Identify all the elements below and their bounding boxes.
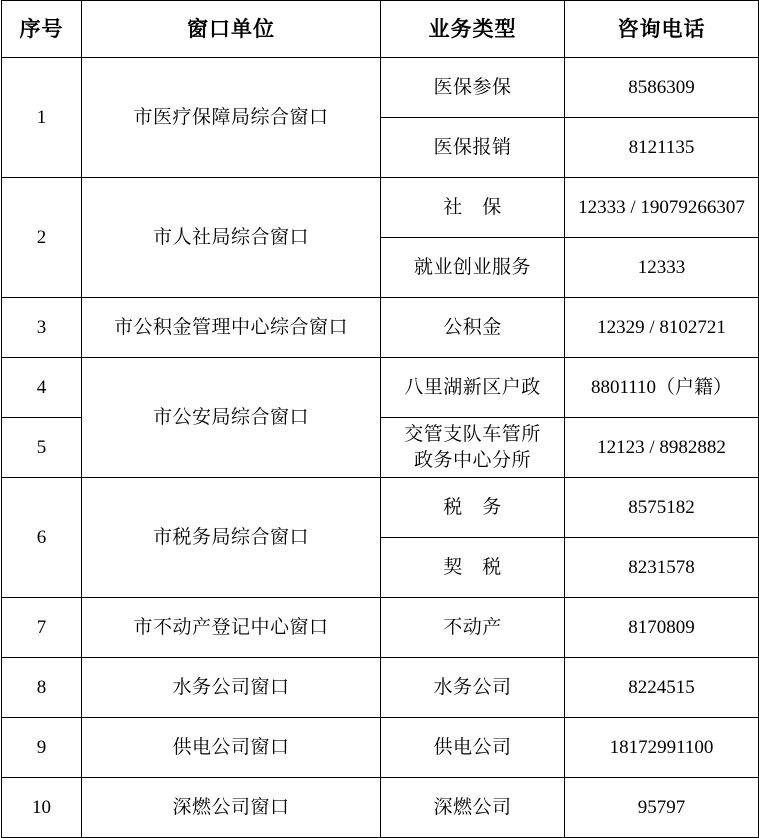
table-body: [2, 58, 759, 838]
cell-business-type: 供电公司: [381, 718, 565, 778]
cell-phone: 95797: [565, 778, 759, 838]
table-row: [2, 598, 759, 658]
cell-business-type: 就业创业服务: [381, 238, 565, 298]
cell-phone: 8170809: [565, 598, 759, 658]
cell-phone: 8586309: [565, 58, 759, 118]
cell-business-type: 水务公司: [381, 658, 565, 718]
table-row: [2, 778, 759, 838]
cell-business-type: 深燃公司: [381, 778, 565, 838]
table-row: [2, 358, 759, 418]
table-header: [2, 1, 759, 58]
cell-business-type: 医保参保: [381, 58, 565, 118]
table-header-row: [2, 1, 759, 58]
cell-phone: 12123 / 8982882: [565, 418, 759, 478]
table-row: [2, 478, 759, 538]
cell-sequence: 4: [2, 358, 82, 418]
table-row: [2, 178, 759, 238]
contact-directory-table: [1, 0, 759, 838]
cell-sequence: 3: [2, 298, 82, 358]
cell-sequence: 2: [2, 178, 82, 298]
cell-business-type: 契 税: [381, 538, 565, 598]
table-row: [2, 58, 759, 118]
cell-phone: 12333: [565, 238, 759, 298]
cell-business-type: 社 保: [381, 178, 565, 238]
cell-phone: 8231578: [565, 538, 759, 598]
cell-phone: 12333 / 19079266307: [565, 178, 759, 238]
cell-business-type-line2: 政务中心分所: [413, 449, 531, 471]
cell-business-type: [381, 418, 565, 478]
cell-phone: 8121135: [565, 118, 759, 178]
cell-sequence: 5: [2, 418, 82, 478]
cell-phone: 18172991100: [565, 718, 759, 778]
cell-business-type: 公积金: [381, 298, 565, 358]
cell-phone: 8575182: [565, 478, 759, 538]
cell-sequence: 7: [2, 598, 82, 658]
cell-phone: 12329 / 8102721: [565, 298, 759, 358]
cell-sequence: 9: [2, 718, 82, 778]
column-header-phone: 咨询电话: [565, 1, 759, 58]
cell-unit: 水务公司窗口: [82, 658, 381, 718]
cell-sequence: 6: [2, 478, 82, 598]
cell-unit: 市公安局综合窗口: [82, 358, 381, 478]
table-row: [2, 658, 759, 718]
cell-sequence: 1: [2, 58, 82, 178]
cell-sequence: 10: [2, 778, 82, 838]
cell-sequence: 8: [2, 658, 82, 718]
cell-unit: 市公积金管理中心综合窗口: [82, 298, 381, 358]
cell-business-type-line1: 交管支队车管所: [404, 423, 541, 445]
column-header-unit: 窗口单位: [82, 1, 381, 58]
table-row: [2, 298, 759, 358]
cell-phone: 8224515: [565, 658, 759, 718]
cell-business-type: 不动产: [381, 598, 565, 658]
cell-unit: 市人社局综合窗口: [82, 178, 381, 298]
cell-unit: 供电公司窗口: [82, 718, 381, 778]
column-header-sequence: 序号: [2, 1, 82, 58]
cell-business-type: 税 务: [381, 478, 565, 538]
cell-unit: 市医疗保障局综合窗口: [82, 58, 381, 178]
cell-unit: 深燃公司窗口: [82, 778, 381, 838]
cell-business-type: 医保报销: [381, 118, 565, 178]
cell-business-type: 八里湖新区户政: [381, 358, 565, 418]
table-row: [2, 718, 759, 778]
column-header-business-type: 业务类型: [381, 1, 565, 58]
cell-unit: 市税务局综合窗口: [82, 478, 381, 598]
cell-phone: 8801110（户籍）: [565, 358, 759, 418]
cell-unit: 市不动产登记中心窗口: [82, 598, 381, 658]
